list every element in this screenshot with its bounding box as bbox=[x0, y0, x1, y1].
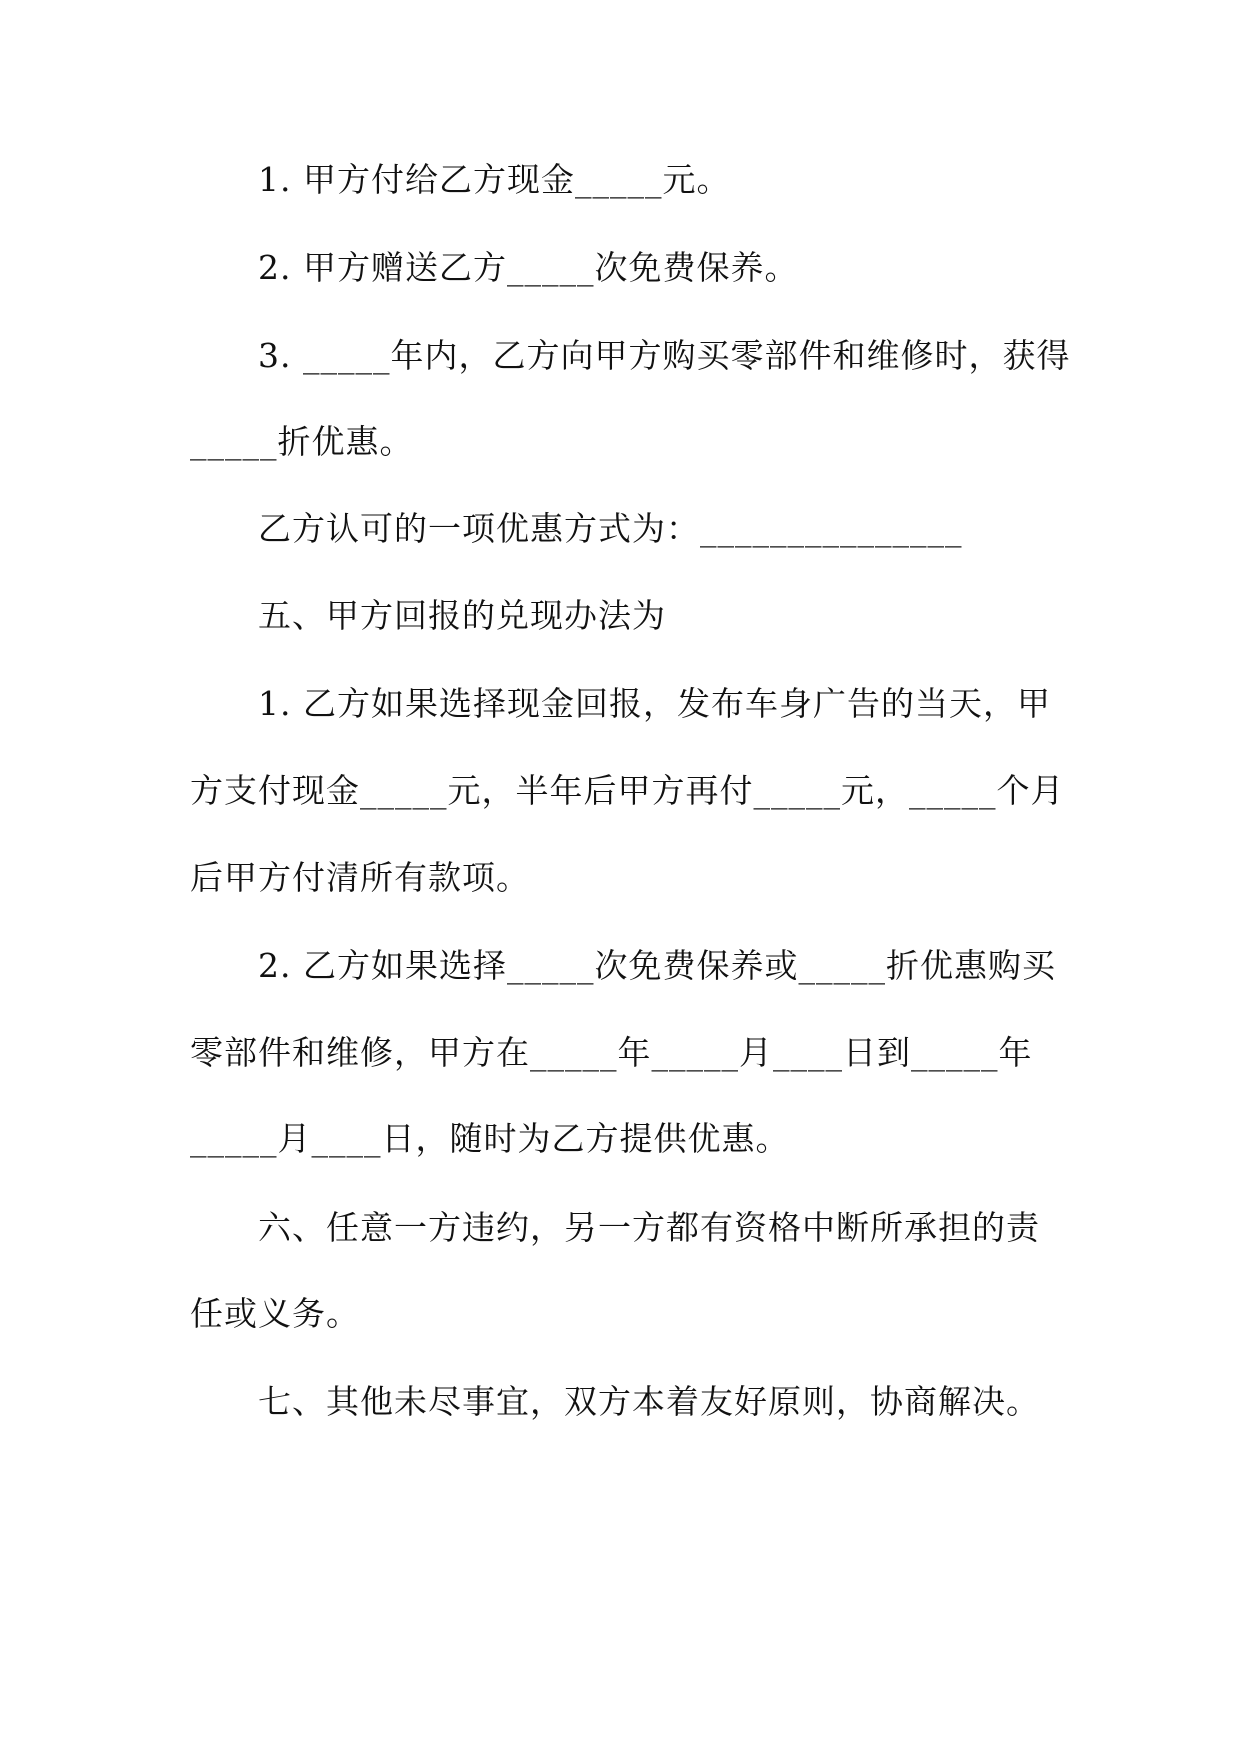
paragraph-line-discount-years: 3. _____年内，乙方向甲方购买零部件和维修时，获得 bbox=[258, 336, 1071, 375]
paragraph-line-cash-reward: 1. 乙方如果选择现金回报，发布车身广告的当天，甲 bbox=[258, 684, 1051, 723]
paragraph-line-chosen-method: 乙方认可的一项优惠方式为：_______________ bbox=[258, 509, 963, 548]
paragraph-line-date-range-end: _____月____日，随时为乙方提供优惠。 bbox=[190, 1119, 790, 1158]
section-heading-six: 六、任意一方违约，另一方都有资格中断所承担的责 bbox=[258, 1208, 1040, 1247]
paragraph-line-maintenance-option: 2. 乙方如果选择_____次免费保养或_____折优惠购买 bbox=[258, 946, 1056, 985]
section-heading-five: 五、甲方回报的兑现办法为 bbox=[258, 596, 666, 635]
paragraph-line-date-range-start: 零部件和维修，甲方在_____年_____月____日到_____年 bbox=[190, 1033, 1033, 1072]
paragraph-line-discount-rate: _____折优惠。 bbox=[190, 422, 414, 461]
section-heading-seven: 七、其他未尽事宜，双方本着友好原则，协商解决。 bbox=[258, 1382, 1040, 1421]
paragraph-line-free-maintenance: 2. 甲方赠送乙方_____次免费保养。 bbox=[258, 248, 799, 287]
paragraph-line-cash-payment: 1. 甲方付给乙方现金_____元。 bbox=[258, 160, 731, 199]
paragraph-line-cash-schedule: 方支付现金_____元，半年后甲方再付_____元，_____个月 bbox=[190, 771, 1065, 810]
paragraph-line-breach-continued: 任或义务。 bbox=[190, 1294, 360, 1333]
paragraph-line-settle-payments: 后甲方付清所有款项。 bbox=[190, 858, 530, 897]
